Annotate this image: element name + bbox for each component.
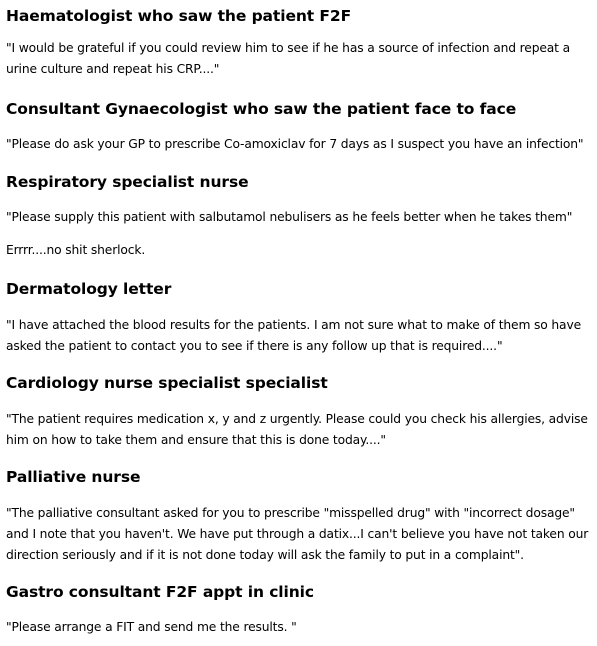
- section-paragraph: "Please supply this patient with salbutamol nebulisers as he feels better when he takes them": [6, 210, 573, 224]
- section-heading: Gastro consultant F2F appt in clinic: [6, 583, 314, 601]
- section-paragraph: "The patient requires medication x, y and z urgently. Please could you check his allergies, advise him on how to take them and ensure that this is done today....": [6, 412, 588, 447]
- section-heading: Consultant Gynaecologist who saw the patient face to face: [6, 100, 517, 118]
- section-respiratory: [6, 172, 591, 261]
- section-paragraph: "Please arrange a FIT and send me the results. ": [6, 620, 297, 634]
- section-heading: Haematologist who saw the patient F2F: [6, 7, 352, 25]
- section-heading: Cardiology nurse specialist specialist: [6, 374, 328, 392]
- section-cardiology: [6, 373, 591, 451]
- section-haematology: [6, 6, 591, 80]
- section-paragraph: "The palliative consultant asked for you to prescribe "misspelled drug" with "incorrect dosage" and I note that you haven't. We have put through a datix...I can't believe you have not taken our direction seriously and if it is not done today will ask the family to put in a complaint".: [6, 506, 589, 562]
- section-dermatology: [6, 279, 591, 357]
- section-palliative: [6, 467, 591, 566]
- section-gastro: [6, 582, 591, 638]
- section-heading: Respiratory specialist nurse: [6, 173, 249, 191]
- section-heading: Dermatology letter: [6, 280, 172, 298]
- section-paragraph: "I would be grateful if you could review him to see if he has a source of infection and repeat a urine culture and repeat his CRP....": [6, 41, 570, 76]
- section-paragraph: "I have attached the blood results for the patients. I am not sure what to make of them so have asked the patient to contact you to see if there is any follow up that is required....": [6, 318, 581, 353]
- section-heading: Palliative nurse: [6, 468, 141, 486]
- section-paragraph: Errrr....no shit sherlock.: [6, 243, 146, 257]
- section-gynaecology: [6, 99, 591, 155]
- section-paragraph: "Please do ask your GP to prescribe Co-amoxiclav for 7 days as I suspect you have an infection": [6, 137, 584, 151]
